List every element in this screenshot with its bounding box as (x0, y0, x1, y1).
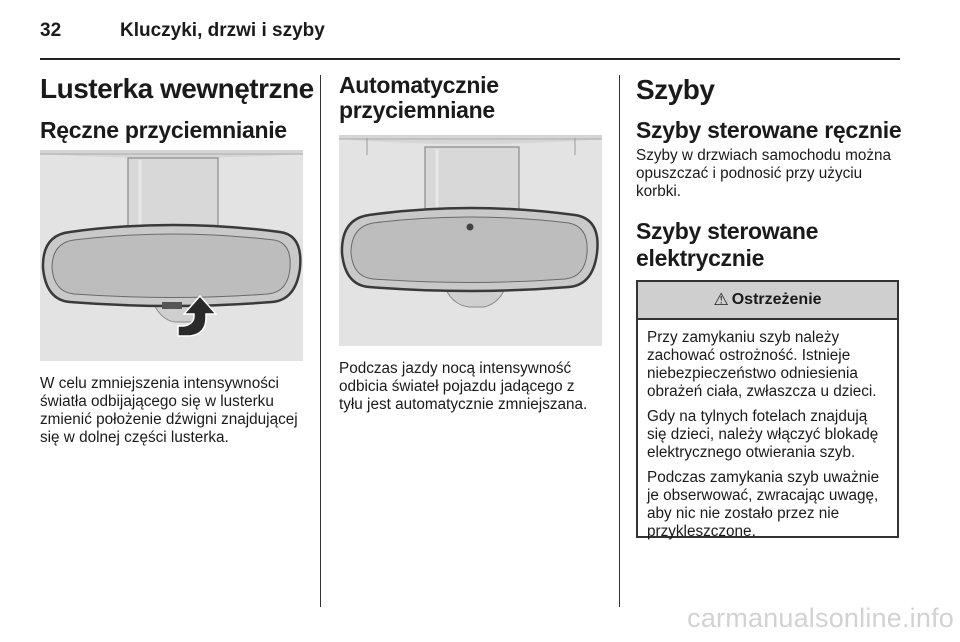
manual-dimming-paragraph: W celu zmniejszenia intensywności światła odbijającego się w lusterku zmienić położenie dźwigni znajdującej się w dolnej części lusterka. (40, 375, 298, 446)
warning-header (638, 282, 897, 320)
warning-body (638, 320, 897, 541)
watermark: carmanualsonline.info (687, 603, 954, 633)
warning-triangle-icon: ⚠ (713, 290, 729, 310)
column-divider-2 (619, 75, 620, 607)
warning-title: Ostrzeżenie (731, 291, 822, 308)
subsection-title-manual-windows: Szyby sterowane ręcznie (636, 117, 902, 143)
section-title-auto-dimming: Automatycznie przyciemniane (339, 72, 499, 123)
warning-paragraph: Gdy na tylnych fotelach znajdują się dzieci, należy włączyć blokadę elektrycznego otwierania szyb. (647, 408, 879, 461)
warning-paragraph: Przy zamykaniu szyb należy zachować ostrożność. Istnieje niebezpieczeństwo odniesienia obrażeń ciała, zwłaszcza u dzieci. (647, 329, 877, 400)
section-title-windows: Szyby (636, 74, 715, 105)
header-rule (40, 58, 900, 60)
page-number: 32 (40, 20, 62, 41)
auto-mirror-illustration (339, 135, 602, 346)
column-divider-1 (320, 75, 321, 607)
manual-mirror-illustration (40, 150, 303, 361)
auto-dimming-paragraph: Podczas jazdy nocą intensywność odbicia świateł pojazdu jadącego z tyłu jest automatycznie zmniejszana. (339, 360, 588, 413)
warning-paragraph: Podczas zamykania szyb uważnie je obserwować, zwracając uwagę, aby nic nie zostało przez nie przykleszczone. (647, 469, 880, 540)
section-title-interior-mirrors: Lusterka wewnętrzne (40, 73, 314, 104)
subsection-title-power-windows: Szyby sterowane elektrycznie (636, 218, 819, 271)
chapter-title: Kluczyki, drzwi i szyby (120, 20, 325, 41)
subsection-title-manual-dimming: Ręczne przyciemnianie (40, 117, 287, 143)
warning-box (636, 280, 899, 538)
manual-windows-paragraph: Szyby w drzwiach samochodu można opuszczać i podnosić przy użyciu korbki. (636, 147, 892, 200)
